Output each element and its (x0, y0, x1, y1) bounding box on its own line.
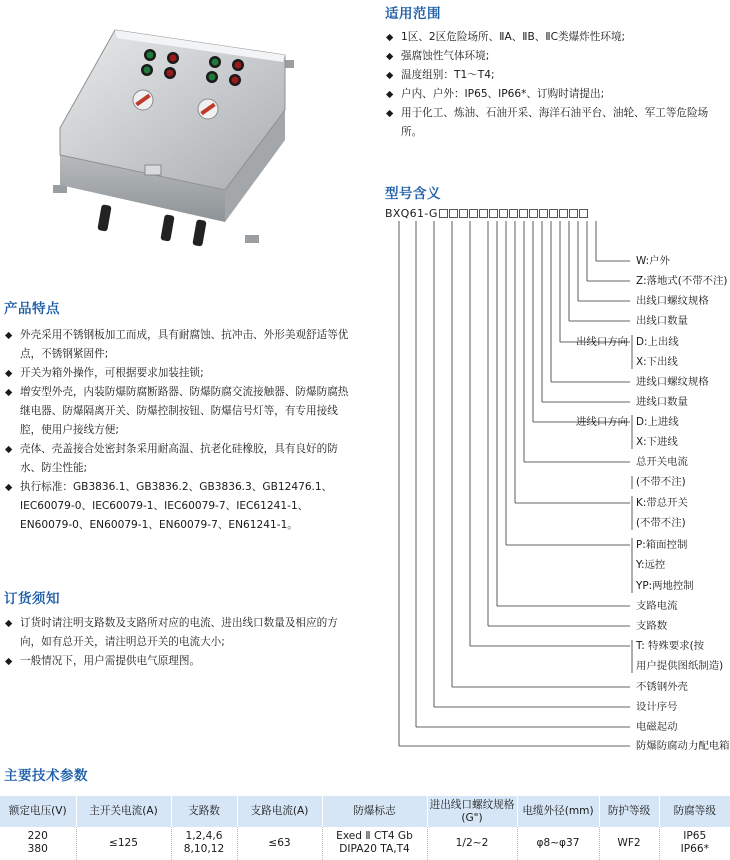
table-header-cell: 防护等级 (599, 796, 659, 827)
table-header-cell: 进出线口螺纹规格(G") (427, 796, 517, 827)
list-item: ◆ 开关为箱外操作，可根据要求加装挂锁; (4, 364, 356, 383)
params-table (0, 796, 730, 860)
model-code (385, 207, 588, 220)
model-label: 出线口数量 (636, 315, 688, 327)
table-header-cell: 防腐等级 (659, 796, 730, 827)
model-label: 支路数 (636, 620, 668, 632)
table-cell: ≤63 (237, 827, 322, 860)
model-label: D:上进线 (636, 416, 679, 428)
table-cell: 1,2,4,6 8,10,12 (171, 827, 237, 860)
features-list (4, 326, 356, 535)
model-label: W:户外 (636, 255, 670, 267)
list-item: ◆ 订货时请注明支路数及支路所对应的电流、进出线口数量及相应的方向，如有总开关，请注明总开关的电流大小; (4, 614, 356, 652)
table-row (0, 827, 730, 860)
list-item: ◆ 1区、2区危险场所、ⅡA、ⅡB、ⅡC类爆炸性环境; (385, 28, 720, 47)
model-label: Z:落地式(不带不注) (636, 275, 728, 287)
model-label: 设计序号 (636, 701, 678, 713)
model-label: 进线口数量 (636, 396, 688, 408)
list-item: ◆ 户内、户外：IP65、IP66*、订购时请提出; (385, 85, 720, 104)
model-label: 防爆防腐动力配电箱 (636, 740, 730, 752)
model-label: (不带不注) (636, 476, 686, 488)
model-label: X:下出线 (636, 356, 678, 368)
model-label: Y:远控 (636, 559, 666, 571)
list-item: ◆ 强腐蚀性气体环境; (385, 47, 720, 66)
list-item: ◆ 增安型外壳，内装防爆防腐断路器、防爆防腐交流接触器、防爆防腐热继电器、防爆隔离开关、防爆控制按钮、防爆信号灯等，有专用接线腔，使用户接线方便; (4, 383, 356, 440)
table-header-cell: 主开关电流(A) (76, 796, 171, 827)
params-heading: 主要技术参数 (4, 768, 88, 784)
product-image (45, 0, 300, 250)
model-label: 电磁起动 (636, 721, 678, 733)
ordering-heading: 订货须知 (4, 591, 60, 607)
table-cell: IP65 IP66* (659, 827, 730, 860)
list-item: ◆ 一般情况下，用户需提供电气原理图。 (4, 652, 356, 671)
list-item: ◆ 壳体、壳盖接合处密封条采用耐高温、抗老化硅橡胶，具有良好的防水、防尘性能; (4, 440, 356, 478)
model-label: 进线口方向 (576, 416, 628, 428)
list-item: ◆ 温度组别：T1～T4; (385, 66, 720, 85)
model-label: T: 特殊要求(按 (636, 640, 705, 652)
table-header-cell: 支路电流(A) (237, 796, 322, 827)
table-header-cell: 电缆外径(mm) (517, 796, 599, 827)
model-code-prefix: BXQ61-G (385, 207, 438, 220)
model-label: 进线口螺纹规格 (636, 376, 709, 388)
model-label: P:箱面控制 (636, 539, 688, 551)
list-item: ◆ 用于化工、炼油、石油开采、海洋石油平台、油轮、军工等危险场所。 (385, 104, 720, 142)
features-heading: 产品特点 (4, 301, 60, 317)
model-label: K:带总开关 (636, 497, 688, 509)
table-cell: WF2 (599, 827, 659, 860)
model-label: 支路电流 (636, 600, 678, 612)
table-cell: 220 380 (0, 827, 76, 860)
model-heading: 型号含义 (385, 186, 441, 202)
table-header-cell: 额定电压(V) (0, 796, 76, 827)
model-label: YP:两地控制 (636, 580, 694, 592)
table-cell: Exed Ⅱ CT4 Gb DIPA20 TA,T4 (322, 827, 427, 860)
scope-list (385, 28, 720, 142)
model-label: 不锈钢外壳 (636, 681, 688, 693)
model-label: D:上出线 (636, 336, 679, 348)
model-label: 出线口方向 (576, 336, 628, 348)
table-header-cell: 防爆标志 (322, 796, 427, 827)
table-header-cell: 支路数 (171, 796, 237, 827)
model-label: 出线口螺纹规格 (636, 295, 709, 307)
list-item: ◆ 执行标准：GB3836.1、GB3836.2、GB3836.3、GB12476.1、IEC60079-0、IEC60079-1、IEC60079-7、IEC61241-1、EN60079-0、EN60079-1、EN60079-7、EN61241-1。 (4, 478, 356, 535)
table-cell: 1/2~2 (427, 827, 517, 860)
table-cell: ≤125 (76, 827, 171, 860)
ordering-list (4, 614, 356, 671)
model-label: 总开关电流 (636, 456, 688, 468)
table-header-row (0, 796, 730, 827)
list-item: ◆ 外壳采用不锈钢板加工而成，具有耐腐蚀、抗冲击、外形美观舒适等优点，不锈钢紧固件; (4, 326, 356, 364)
scope-heading: 适用范围 (385, 6, 441, 22)
model-label: 用户提供图纸制造) (636, 660, 724, 672)
model-label: (不带不注) (636, 517, 686, 529)
model-label: X:下进线 (636, 436, 678, 448)
table-cell: φ8~φ37 (517, 827, 599, 860)
